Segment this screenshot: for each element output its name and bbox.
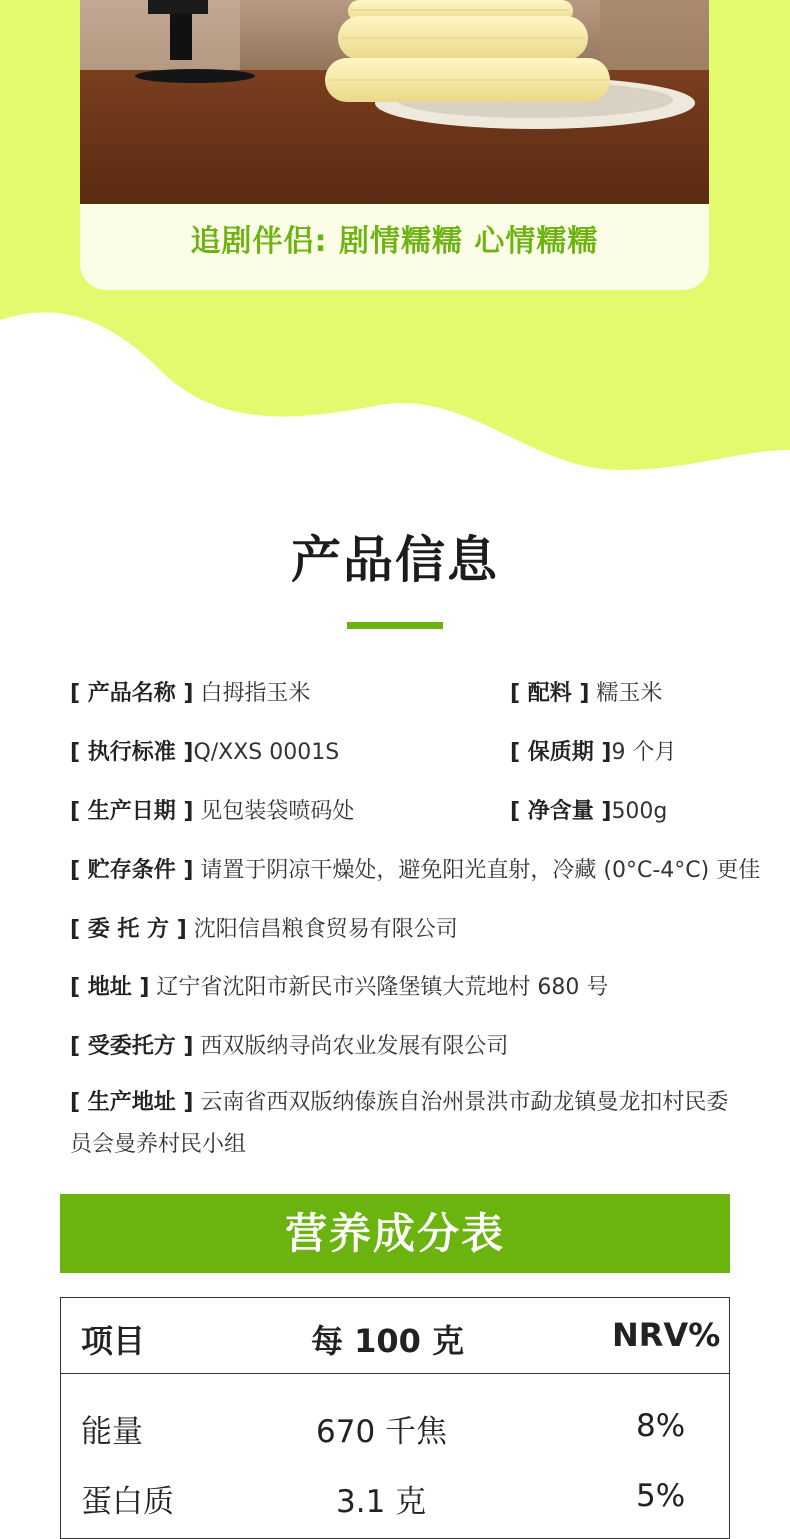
header-nrv: NRV% <box>612 1316 721 1354</box>
row-item: 能量 <box>81 1414 143 1450</box>
product-info-title: 产品信息 <box>291 531 499 589</box>
info-address <box>70 970 608 1001</box>
photo-card <box>80 0 709 290</box>
info-label: [ 地址 ] <box>70 975 150 1000</box>
row-nrv: 5% <box>636 1478 686 1514</box>
info-production-date <box>70 794 354 825</box>
info-label: [ 执行标准 ] <box>70 740 194 765</box>
info-net-weight <box>510 794 667 825</box>
info-label: [ 委 托 方 ] <box>70 917 187 942</box>
info-shelf-life <box>510 735 676 766</box>
info-value: 9 个月 <box>611 740 677 765</box>
info-value: 云南省西双版纳傣族自治州景洪市勐龙镇曼龙扣村民委员会曼养村民小组 <box>70 1090 729 1157</box>
header-per-100g: 每 100 克 <box>311 1322 465 1360</box>
info-contractor <box>70 1029 508 1060</box>
info-label: [ 生产地址 ] <box>70 1090 194 1115</box>
nutrition-header <box>61 1298 729 1374</box>
info-standard <box>70 735 339 766</box>
info-label: [ 生产日期 ] <box>70 799 194 824</box>
info-value: 白拇指玉米 <box>193 681 311 706</box>
nutrition-table <box>60 1297 730 1539</box>
nutrition-title: 营养成分表 <box>60 1194 730 1273</box>
info-label: [ 贮存条件 ] <box>70 858 194 883</box>
info-label: [ 配料 ] <box>510 681 590 706</box>
info-value: 西双版纳寻尚农业发展有限公司 <box>193 1034 509 1059</box>
row-value: 670 千焦 <box>316 1414 448 1450</box>
info-value: 沈阳信昌粮食贸易有限公司 <box>186 917 458 942</box>
wave-divider <box>0 300 790 500</box>
info-storage <box>70 853 760 884</box>
info-label: [ 保质期 ] <box>510 740 612 765</box>
info-value: Q/XXS 0001S <box>193 740 340 765</box>
corn-photo <box>80 0 709 204</box>
info-ingredients <box>510 676 662 707</box>
row-nrv: 8% <box>636 1408 686 1444</box>
info-label: [ 产品名称 ] <box>70 681 194 706</box>
title-underline <box>347 622 443 629</box>
header-item: 项目 <box>81 1322 146 1360</box>
info-production-address <box>70 1082 750 1166</box>
info-value: 请置于阴凉干燥处，避免阳光直射，冷藏 (0°C-4°C) 更佳 <box>193 858 761 883</box>
info-product-name <box>70 676 310 707</box>
info-value: 500g <box>611 799 668 824</box>
info-label: [ 受委托方 ] <box>70 1034 194 1059</box>
info-value: 糯玉米 <box>589 681 663 706</box>
info-label: [ 净含量 ] <box>510 799 612 824</box>
info-value: 见包装袋喷码处 <box>193 799 355 824</box>
row-value: 3.1 克 <box>336 1484 427 1520</box>
slogan-text: 追剧伴侣: 剧情糯糯 心情糯糯 <box>190 224 599 259</box>
row-item: 蛋白质 <box>81 1484 174 1520</box>
info-value: 辽宁省沈阳市新民市兴隆堡镇大荒地村 680 号 <box>149 975 609 1000</box>
info-client <box>70 912 458 943</box>
